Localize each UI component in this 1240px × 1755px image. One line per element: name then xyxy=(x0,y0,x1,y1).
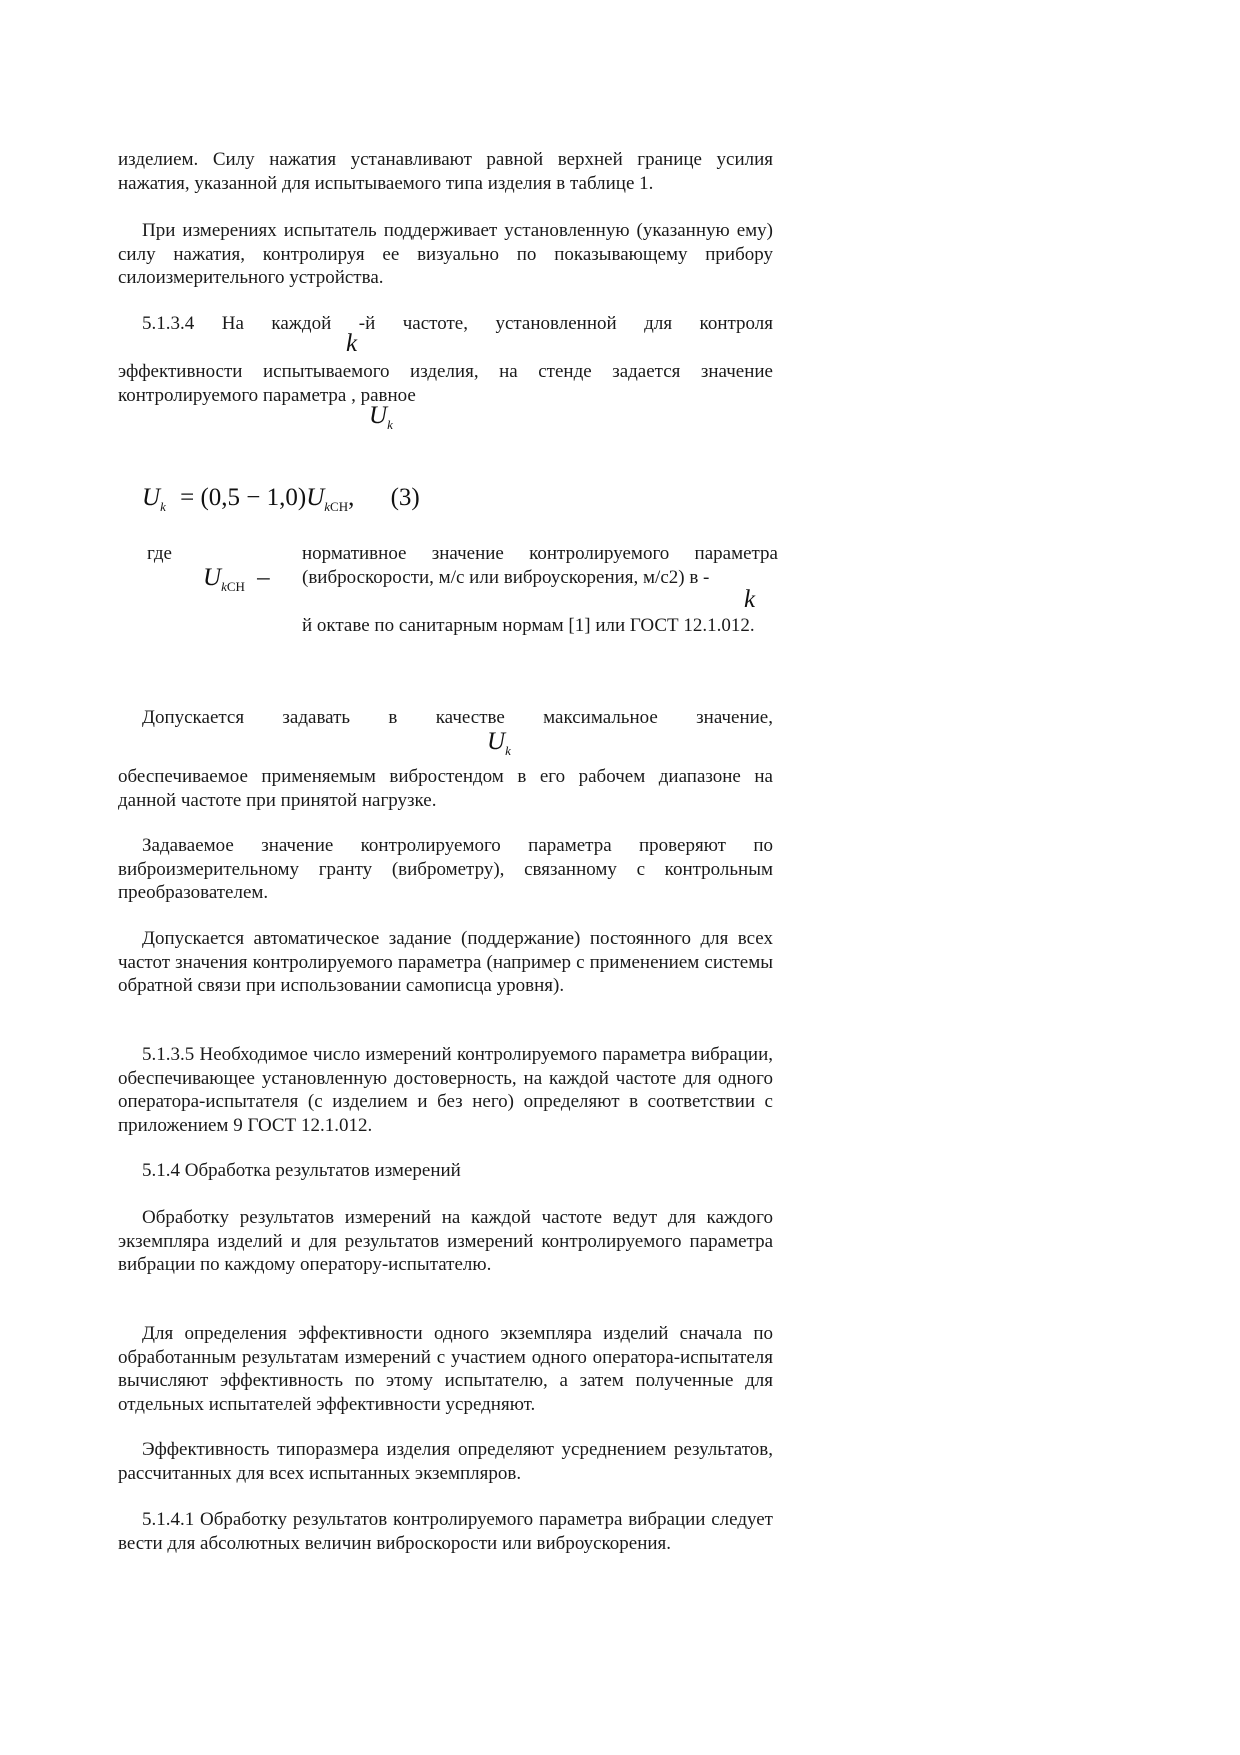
symbol-k: k xyxy=(346,330,358,357)
formula-number: (3) xyxy=(390,484,420,511)
paragraph-4-line1: Допускается задавать в качестве максимальное значение, xyxy=(142,707,773,728)
symbol-U: $U_k$ xyxy=(369,402,393,432)
paragraph-1: изделием. Силу нажатия устанавливают равной верхней границе усилия нажатия, указанной для испытываемого типа изделия в таблице 1. xyxy=(118,149,773,194)
where-label: где xyxy=(147,543,172,564)
paragraph-10: Для определения эффективности одного экземпляра изделий сначала по обработанным результатам измерений с участием одного оператора-испытателя вычисляют эффективность по этому испытателю, а затем полученные для отдельных испытателей эффективности усредняют. xyxy=(118,1323,773,1415)
symbol-U-2: $U_k$ xyxy=(487,728,511,758)
where-definition-b: й октаве по санитарным нормам [1] или ГОСТ 12.1.012. xyxy=(302,615,755,636)
paragraph-12: 5.1.4.1 Обработку результатов контролируемого параметра вибрации следует вести для абсолютных величин виброскорости или виброускорения. xyxy=(118,1509,773,1554)
symbol-k-2: k xyxy=(744,586,756,613)
paragraph-11: Эффективность типоразмера изделия определяют усреднением результатов, рассчитанных для всех испытанных экземпляров. xyxy=(118,1439,773,1484)
paragraph-3-line1: 5.1.3.4 На каждой -й частоте, установленной для контроля xyxy=(142,313,773,334)
paragraph-5: Задаваемое значение контролируемого параметра проверяют по виброизмерительному гранту (виброметру), связанному с контрольным преобразователем. xyxy=(118,835,773,903)
paragraph-6: Допускается автоматическое задание (поддержание) постоянного для всех частот значения контролируемого параметра (например с применением системы обратной связи при использовании самописца уровня). xyxy=(118,928,773,996)
symbol-U-kcn: $U_{kСН}$ – xyxy=(203,564,270,594)
paragraph-9: Обработку результатов измерений на каждой частоте ведут для каждого экземпляра изделий и для результатов измерений контролируемого параметра вибрации по каждому оператору-испытателю. xyxy=(118,1207,773,1275)
section-heading-5-1-4: 5.1.4 Обработка результатов измерений xyxy=(142,1160,461,1181)
paragraph-3-rest: эффективности испытываемого изделия, на стенде задается значение контролируемого параметра , равное xyxy=(118,361,773,406)
paragraph-2: При измерениях испытатель поддерживает установленную (указанную ему) силу нажатия, контролируя ее визуально по показывающему прибору силоизмерительного устройства. xyxy=(118,220,773,288)
paragraph-7: 5.1.3.5 Необходимое число измерений контролируемого параметра вибрации, обеспечивающее установленную достоверность, на каждой частоте для одного оператора-испытателя (с изделием и без него) определяют в соответствии с приложением 9 ГОСТ 12.1.012. xyxy=(118,1044,773,1136)
formula-3: $U_k = (0,5 - 1,0)U_{kСН}$, (3) xyxy=(142,484,420,514)
paragraph-4-rest: обеспечиваемое применяемым вибростендом в его рабочем диапазоне на данной частоте при принятой нагрузке. xyxy=(118,766,773,811)
where-definition-a: нормативное значение контролируемого параметра (виброскорости, м/с или виброускорения, м/с2) в - xyxy=(302,543,778,588)
